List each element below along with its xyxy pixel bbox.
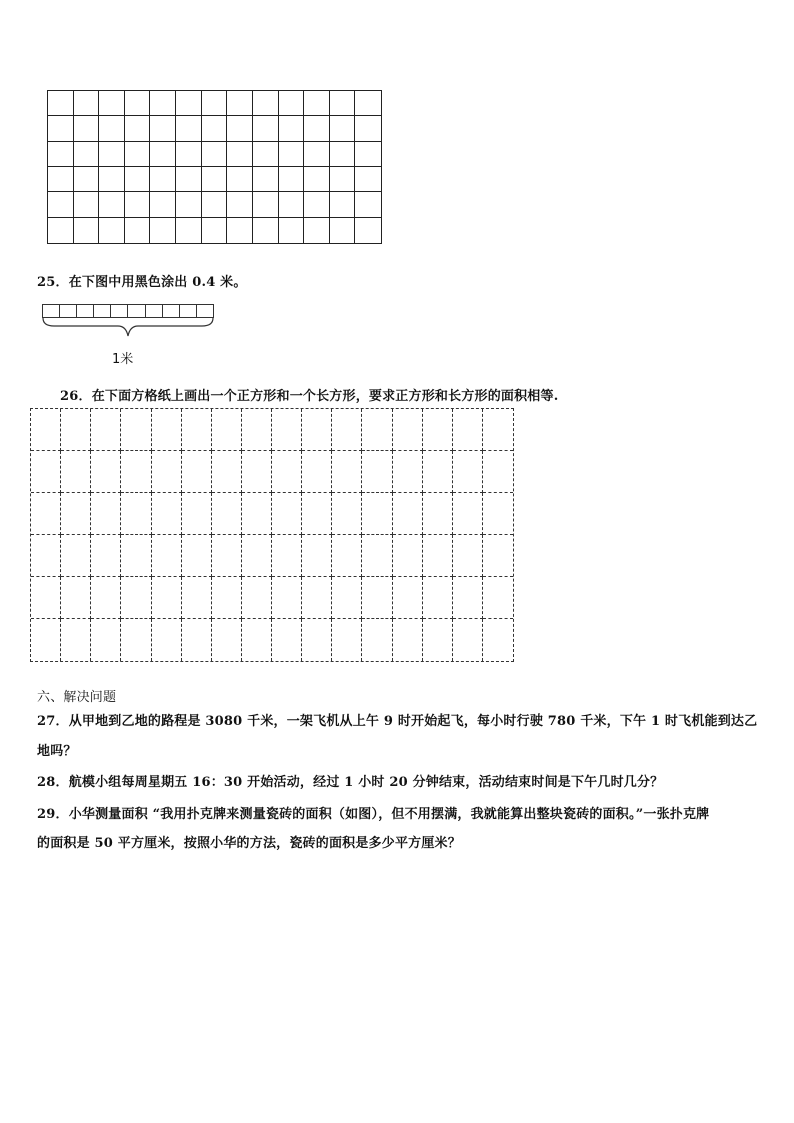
question-29-line2: 的面积是 50 平方厘米，按照小华的方法，瓷砖的面积是多少平方厘米？ — [37, 836, 461, 851]
grid-cell — [125, 142, 151, 167]
grid-cell — [483, 535, 513, 577]
grid-cell — [150, 167, 176, 192]
question-27-number: 27． — [37, 714, 69, 729]
grid-cell — [31, 493, 61, 535]
grid-cell — [212, 535, 242, 577]
grid-cell — [202, 192, 228, 217]
grid-cell — [125, 192, 151, 217]
grid-cell — [48, 192, 74, 217]
grid-cell — [302, 535, 332, 577]
grid-cell — [31, 451, 61, 493]
grid-cell — [152, 619, 182, 661]
question-29-number: 29． — [37, 807, 69, 822]
grid-cell — [272, 577, 302, 619]
grid-cell — [227, 192, 253, 217]
curly-brace-icon — [42, 318, 214, 346]
grid-cell — [272, 451, 302, 493]
grid-cell — [227, 167, 253, 192]
grid-cell — [61, 493, 91, 535]
grid-cell — [355, 218, 381, 243]
grid-cell — [182, 409, 212, 451]
grid-cell — [182, 619, 212, 661]
grid-cell — [483, 409, 513, 451]
meter-segment — [77, 305, 94, 317]
grid-cell — [330, 142, 356, 167]
square-grid-1 — [47, 90, 382, 244]
question-26-number: 26． — [60, 389, 92, 404]
grid-cell — [330, 218, 356, 243]
grid-cell — [272, 535, 302, 577]
grid-cell — [483, 619, 513, 661]
grid-cell — [99, 116, 125, 141]
grid-cell — [74, 192, 100, 217]
meter-strip — [42, 304, 214, 318]
grid-cell — [121, 493, 151, 535]
grid-cell — [483, 451, 513, 493]
grid-cell — [202, 142, 228, 167]
grid-cell — [242, 451, 272, 493]
grid-cell — [150, 142, 176, 167]
grid-cell — [121, 409, 151, 451]
grid-cell — [152, 535, 182, 577]
grid-cell — [355, 91, 381, 116]
grid-cell — [453, 577, 483, 619]
meter-segment — [128, 305, 145, 317]
grid-cell — [304, 142, 330, 167]
grid-cell — [453, 493, 483, 535]
grid-cell — [121, 577, 151, 619]
grid-cell — [362, 451, 392, 493]
grid-cell — [91, 493, 121, 535]
grid-cell — [182, 493, 212, 535]
grid-cell — [483, 577, 513, 619]
grid-cell — [212, 493, 242, 535]
grid-cell — [483, 493, 513, 535]
grid-cell — [74, 116, 100, 141]
grid-cell — [61, 409, 91, 451]
grid-cell — [150, 91, 176, 116]
grid-cell — [31, 619, 61, 661]
grid-cell — [304, 91, 330, 116]
meter-segment — [197, 305, 213, 317]
grid-cell — [330, 167, 356, 192]
question-29-line1 — [37, 800, 709, 830]
question-28 — [37, 768, 663, 798]
grid-cell — [99, 167, 125, 192]
grid-cell — [61, 619, 91, 661]
grid-cell — [48, 116, 74, 141]
grid-cell — [242, 577, 272, 619]
grid-cell — [74, 167, 100, 192]
grid-cell — [453, 409, 483, 451]
grid-cell — [393, 535, 423, 577]
grid-cell — [99, 218, 125, 243]
grid-cell — [355, 116, 381, 141]
grid-cell — [362, 535, 392, 577]
grid-cell — [332, 535, 362, 577]
grid-cell — [253, 192, 279, 217]
grid-cell — [150, 218, 176, 243]
grid-cell — [332, 409, 362, 451]
grid-cell — [182, 535, 212, 577]
meter-segment — [111, 305, 128, 317]
grid-cell — [202, 218, 228, 243]
grid-cell — [423, 535, 453, 577]
grid-cell — [176, 218, 202, 243]
question-26-text: 在下面方格纸上画出一个正方形和一个长方形，要求正方形和长方形的面积相等. — [91, 389, 559, 404]
grid-cell — [121, 619, 151, 661]
grid-cell — [99, 142, 125, 167]
grid-cell — [453, 535, 483, 577]
grid-cell — [91, 535, 121, 577]
grid-cell — [176, 167, 202, 192]
grid-cell — [423, 493, 453, 535]
grid-cell — [330, 116, 356, 141]
grid-cell — [393, 451, 423, 493]
grid-cell — [453, 619, 483, 661]
grid-cell — [202, 116, 228, 141]
question-29-text: 小华测量面积 “我用扑克牌来测量瓷砖的面积（如图），但不用摆满，我就能算出整块瓷砖的面积。”一张扑克牌 — [68, 807, 710, 822]
meter-segment — [146, 305, 163, 317]
grid-cell — [423, 577, 453, 619]
grid-cell — [332, 619, 362, 661]
question-27-line1 — [37, 707, 757, 737]
grid-cell — [31, 409, 61, 451]
grid-cell — [91, 451, 121, 493]
grid-cell — [121, 535, 151, 577]
grid-cell — [74, 91, 100, 116]
grid-cell — [279, 91, 305, 116]
grid-cell — [99, 192, 125, 217]
meter-segment — [60, 305, 77, 317]
grid-cell — [332, 493, 362, 535]
grid-cell — [91, 577, 121, 619]
grid-cell — [227, 91, 253, 116]
grid-cell — [393, 619, 423, 661]
question-27-line2: 地吗？ — [37, 744, 77, 759]
grid-cell — [332, 451, 362, 493]
grid-cell — [125, 218, 151, 243]
meter-segment — [180, 305, 197, 317]
grid-cell — [48, 142, 74, 167]
grid-cell — [332, 577, 362, 619]
meter-segment — [94, 305, 111, 317]
grid-cell — [125, 116, 151, 141]
grid-cell — [150, 116, 176, 141]
grid-cell — [279, 116, 305, 141]
question-25-number: 25． — [37, 275, 69, 290]
grid-cell — [31, 577, 61, 619]
grid-cell — [74, 218, 100, 243]
grid-cell — [302, 619, 332, 661]
grid-cell — [152, 451, 182, 493]
grid-cell — [330, 91, 356, 116]
grid-cell — [242, 535, 272, 577]
question-28-number: 28． — [37, 775, 69, 790]
meter-segment — [43, 305, 60, 317]
grid-cell — [362, 409, 392, 451]
grid-cell — [393, 577, 423, 619]
grid-cell — [202, 167, 228, 192]
grid-cell — [423, 451, 453, 493]
grid-cell — [61, 535, 91, 577]
grid-cell — [272, 493, 302, 535]
grid-cell — [48, 167, 74, 192]
grid-cell — [362, 493, 392, 535]
grid-cell — [212, 451, 242, 493]
grid-cell — [253, 91, 279, 116]
grid-cell — [355, 167, 381, 192]
grid-cell — [91, 409, 121, 451]
grid-cell — [304, 218, 330, 243]
grid-cell — [227, 116, 253, 141]
grid-cell — [61, 451, 91, 493]
grid-cell — [330, 192, 356, 217]
question-25-text: 在下图中用黑色涂出 0.4 米。 — [68, 275, 247, 290]
grid-cell — [61, 577, 91, 619]
grid-cell — [302, 451, 332, 493]
grid-cell — [242, 493, 272, 535]
grid-cell — [279, 192, 305, 217]
grid-cell — [125, 167, 151, 192]
grid-cell — [253, 116, 279, 141]
grid-cell — [182, 451, 212, 493]
grid-cell — [272, 619, 302, 661]
grid-cell — [227, 142, 253, 167]
grid-cell — [272, 409, 302, 451]
grid-cell — [279, 218, 305, 243]
grid-cell — [304, 192, 330, 217]
meter-label: 1米 — [112, 352, 134, 367]
dashed-grid-2 — [30, 408, 514, 662]
grid-cell — [302, 409, 332, 451]
question-25 — [37, 271, 247, 290]
grid-cell — [302, 577, 332, 619]
question-26 — [60, 385, 558, 404]
grid-cell — [304, 116, 330, 141]
grid-cell — [31, 535, 61, 577]
grid-cell — [99, 91, 125, 116]
grid-cell — [176, 142, 202, 167]
grid-cell — [74, 142, 100, 167]
grid-cell — [302, 493, 332, 535]
grid-cell — [393, 493, 423, 535]
grid-cell — [176, 116, 202, 141]
grid-cell — [304, 167, 330, 192]
grid-cell — [253, 218, 279, 243]
grid-cell — [279, 142, 305, 167]
grid-cell — [355, 142, 381, 167]
section-title: 六、解决问题 — [37, 690, 117, 705]
grid-cell — [125, 91, 151, 116]
grid-cell — [48, 91, 74, 116]
grid-cell — [176, 192, 202, 217]
grid-cell — [253, 167, 279, 192]
question-27-text: 从甲地到乙地的路程是 3080 千米，一架飞机从上午 9 时开始起飞，每小时行驶 780 千米，下午 1 时飞机能到达乙 — [68, 714, 758, 729]
grid-cell — [48, 218, 74, 243]
grid-cell — [453, 451, 483, 493]
grid-cell — [91, 619, 121, 661]
grid-cell — [393, 409, 423, 451]
grid-cell — [212, 409, 242, 451]
grid-cell — [253, 142, 279, 167]
grid-cell — [152, 577, 182, 619]
grid-cell — [227, 218, 253, 243]
grid-cell — [152, 409, 182, 451]
grid-cell — [242, 619, 272, 661]
grid-cell — [362, 577, 392, 619]
grid-cell — [362, 619, 392, 661]
question-28-text: 航模小组每周星期五 16：30 开始活动，经过 1 小时 20 分钟结束，活动结束时间是下午几时几分？ — [68, 775, 664, 790]
grid-cell — [242, 409, 272, 451]
grid-cell — [121, 451, 151, 493]
grid-cell — [212, 577, 242, 619]
grid-cell — [279, 167, 305, 192]
grid-cell — [202, 91, 228, 116]
grid-cell — [152, 493, 182, 535]
grid-cell — [182, 577, 212, 619]
grid-cell — [212, 619, 242, 661]
grid-cell — [150, 192, 176, 217]
meter-segment — [163, 305, 180, 317]
grid-cell — [176, 91, 202, 116]
grid-cell — [355, 192, 381, 217]
grid-cell — [423, 409, 453, 451]
grid-cell — [423, 619, 453, 661]
